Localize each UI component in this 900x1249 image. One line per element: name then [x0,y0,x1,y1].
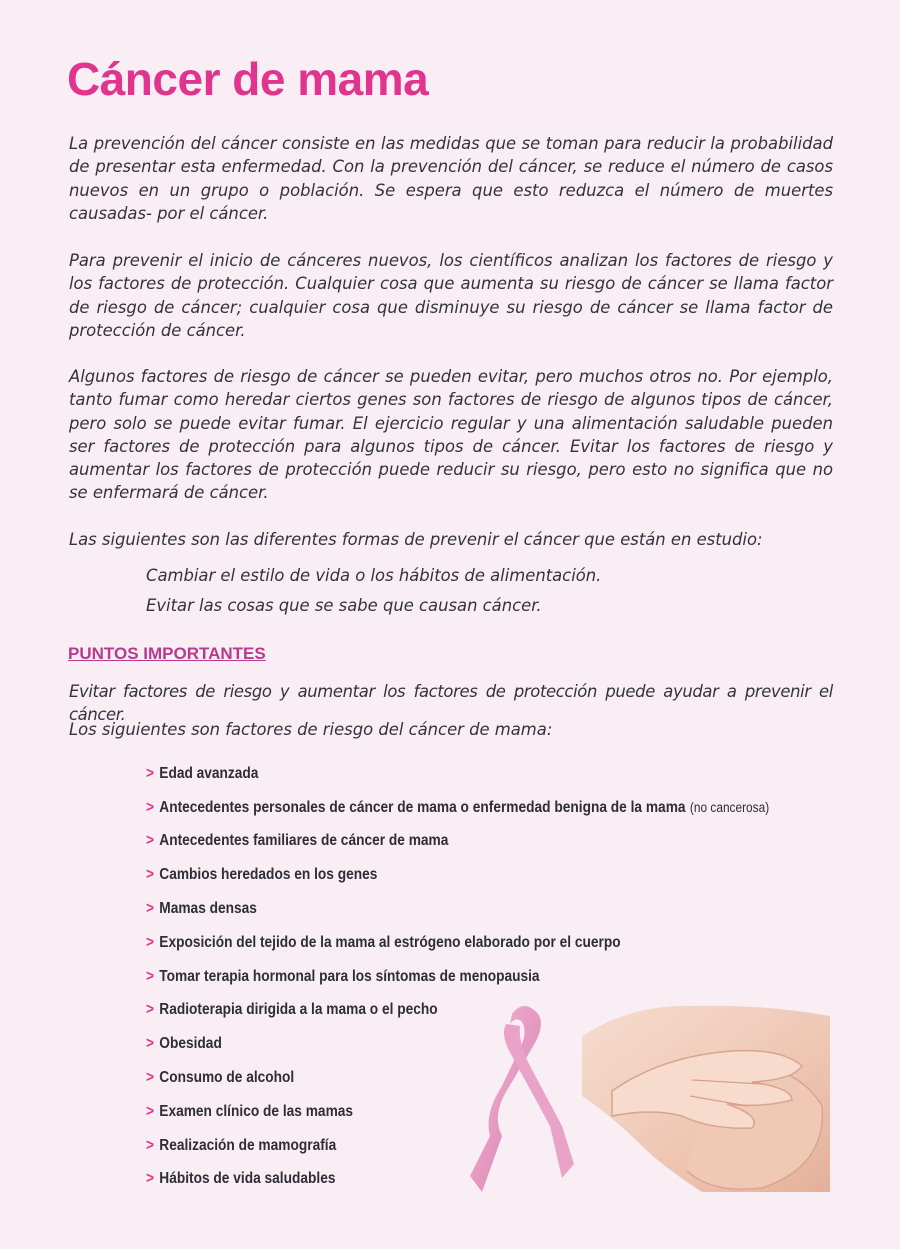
chevron-right-icon: > [146,1136,155,1154]
risk-factor-item [146,757,769,791]
risk-factor-item [146,960,769,994]
breast-self-exam-illustration [462,996,830,1192]
intro-paragraph-1: La prevención del cáncer consiste en las medidas que se toman para reducir la probabilidad de presentar esta enfermedad. Con la prevención del cáncer, se reduce el número de casos nuevos en un grupo o población. Se espera que esto reduzca el número de muertes causadas- por el cáncer. [69,134,833,223]
chevron-right-icon: > [146,832,155,850]
chevron-right-icon: > [146,1102,155,1120]
chevron-right-icon: > [146,764,155,782]
risk-factor-item [146,791,769,825]
chevron-right-icon: > [146,1069,155,1087]
chevron-right-icon: > [146,967,155,985]
risk-factor-label: Consumo de alcohol [159,1069,295,1087]
risk-factor-label: Examen clínico de las mamas [159,1102,354,1120]
risk-factor-label: Antecedentes familiares de cáncer de mama [159,832,449,850]
risk-factor-label: Radioterapia dirigida a la mama o el pecho [159,1001,438,1019]
risk-factor-item [146,892,769,926]
risk-factor-label: Antecedentes personales de cáncer de mama o enfermedad benigna de la mama [159,798,686,816]
risk-factor-item [146,825,769,859]
intro-paragraph-2: Para prevenir el inicio de cánceres nuevos, los científicos analizan los factores de riesgo y los factores de protección. Cualquier cosa que aumenta su riesgo de cáncer se llama factor de riesgo de cáncer; cualquier cosa que disminuye su riesgo de cáncer se llama factor de protección de cáncer. [69,251,833,340]
prevention-way-1: Cambiar el estilo de vida o los hábitos de alimentación. [146,566,602,585]
page-title: Cáncer de mama [67,53,429,105]
intro-paragraph-4: Las siguientes son las diferentes formas de prevenir el cáncer que están en estudio: [69,530,763,549]
risk-factor-label: Realización de mamografía [159,1136,337,1154]
chevron-right-icon: > [146,866,155,884]
prevention-way-2: Evitar las cosas que se sabe que causan cáncer. [146,596,542,615]
risk-factor-note: (no cancerosa) [689,800,770,816]
risk-factor-label: Exposición del tejido de la mama al estrógeno elaborado por el cuerpo [159,933,621,951]
chevron-right-icon: > [146,933,155,951]
risk-factor-label: Mamas densas [159,900,257,918]
chevron-right-icon: > [146,798,155,816]
risk-factor-label: Hábitos de vida saludables [159,1170,336,1188]
chevron-right-icon: > [146,1035,155,1053]
risk-factor-item [146,926,769,960]
risk-factor-label: Edad avanzada [159,764,259,782]
important-points-line-1: Evitar factores de riesgo y aumentar los factores de protección puede ayudar a prevenir el cáncer. [69,682,833,725]
important-points-line-2: Los siguientes son factores de riesgo del cáncer de mama: [69,720,553,739]
chevron-right-icon: > [146,900,155,918]
risk-factor-label: Obesidad [159,1035,222,1053]
intro-paragraph-3: Algunos factores de riesgo de cáncer se pueden evitar, pero muchos otros no. Por ejemplo, tanto fumar como heredar ciertos genes son factores de riesgo de algunos tipos de cáncer, pero solo se puede evitar fumar. El ejercicio regular y una alimentación saludable pueden ser factores de protección para algunos tipos de cáncer. Evitar los factores de riesgo y aumentar los factores de protección puede reducir su riesgo, pero esto no significa que no se enfermará de cáncer. [69,367,833,503]
chevron-right-icon: > [146,1001,155,1019]
risk-factor-label: Tomar terapia hormonal para los síntomas de menopausia [159,967,540,985]
chevron-right-icon: > [146,1170,155,1188]
pink-ribbon-icon [470,1006,574,1192]
important-points-heading: PUNTOS IMPORTANTES [68,644,266,663]
risk-factor-item [146,858,769,892]
risk-factor-label: Cambios heredados en los genes [159,866,378,884]
